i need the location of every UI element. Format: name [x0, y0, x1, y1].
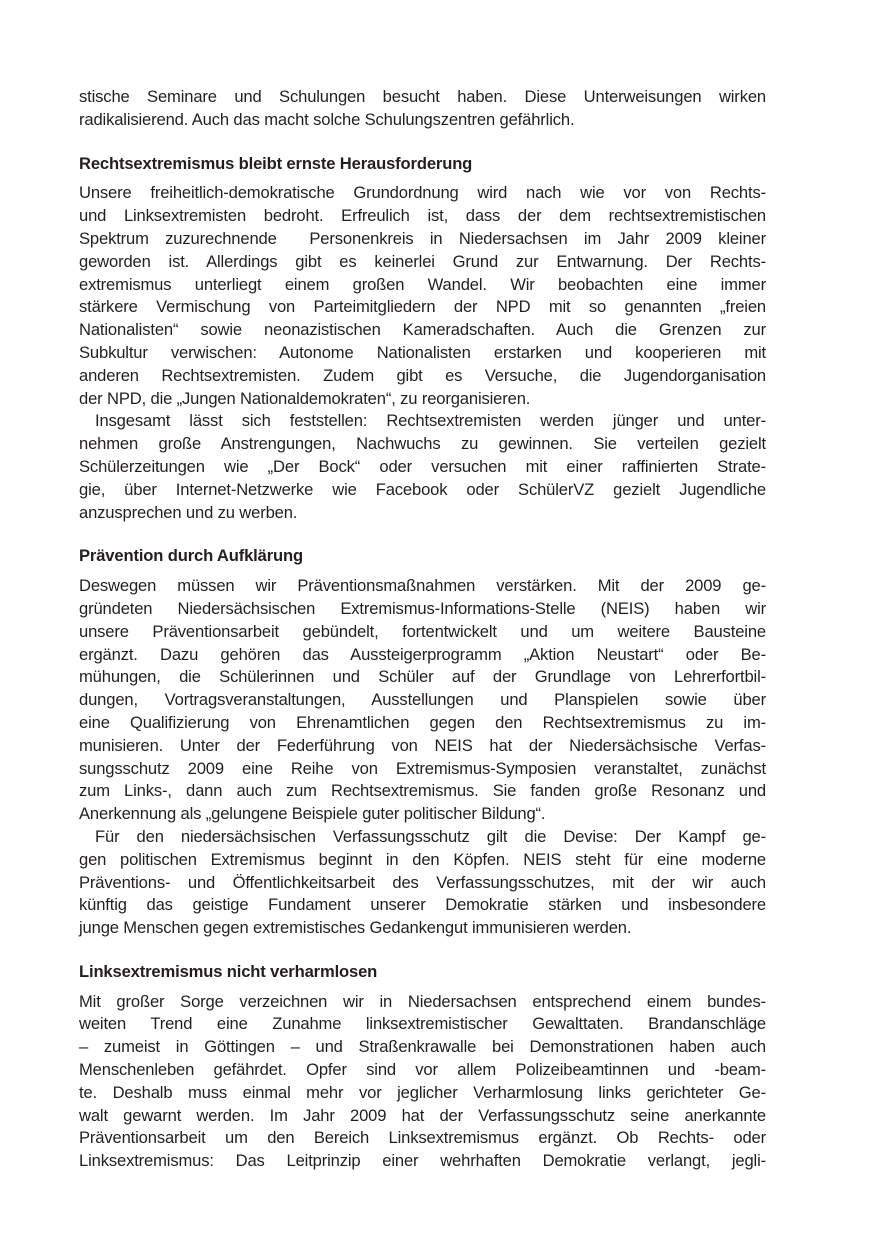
text-line: Nationalisten“ sowie neonazistischen Kameradschaften. Auch die Grenzen zur [79, 320, 766, 340]
text-line: Subkultur verwischen: Autonome Nationalisten erstarken und kooperieren mit [79, 342, 766, 362]
text-line: radikalisierend. Auch das macht solche Schulungszentren gefährlich. [79, 109, 575, 129]
document-page [79, 86, 766, 1173]
text-line: – zumeist in Göttingen – und Straßenkrawalle bei Demonstrationen haben auch [79, 1037, 766, 1057]
text-line: ergänzt. Dazu gehören das Aussteigerprogramm „Aktion Neustart“ oder Be- [79, 644, 766, 664]
text-line: stärkere Vermischung von Parteimitgliedern der NPD mit so genannten „freien [79, 297, 766, 317]
text-line: te. Deshalb muss einmal mehr vor jeglicher Verharmlosung links gerichteter Ge- [79, 1082, 766, 1102]
section-heading: Prävention durch Aufklärung [79, 546, 303, 566]
paragraph [79, 991, 766, 1173]
section-heading: Rechtsextremismus bleibt ernste Herausforderung [79, 153, 473, 173]
paragraph [79, 575, 766, 826]
text-line: dungen, Vortragsveranstaltungen, Ausstellungen und Planspielen sowie über [79, 690, 766, 710]
text-line: Unsere freiheitlich-demokratische Grundordnung wird nach wie vor von Rechts- [79, 183, 766, 203]
text-line: walt gewarnt werden. Im Jahr 2009 hat der Verfassungsschutz seine anerkannte [79, 1105, 766, 1125]
text-line: Für den niedersächsischen Verfassungsschutz gilt die Devise: Der Kampf ge- [95, 826, 766, 846]
text-line: sungsschutz 2009 eine Reihe von Extremismus-Symposien veranstaltet, zunächst [79, 758, 766, 778]
text-line: geworden ist. Allerdings gibt es keinerlei Grund zur Entwarnung. Der Rechts- [79, 251, 766, 271]
text-line: Präventions- und Öffentlichkeitsarbeit des Verfassungsschutzes, mit der wir auch [79, 872, 766, 892]
text-line: und Linksextremisten bedroht. Erfreulich ist, dass der dem rechtsextremistischen [79, 206, 766, 226]
text-line: künftig das geistige Fundament unserer Demokratie stärken und insbesondere [79, 895, 766, 915]
text-line: zum Links-, dann auch zum Rechtsextremismus. Sie fanden große Resonanz und [79, 781, 766, 801]
text-line: Mit großer Sorge verzeichnen wir in Niedersachsen entsprechend einem bundes- [79, 991, 766, 1011]
text-line: nehmen große Anstrengungen, Nachwuchs zu gewinnen. Sie verteilen gezielt [79, 434, 766, 454]
text-line: Spektrum zuzurechnende Personenkreis in Niedersachsen im Jahr 2009 kleiner [79, 228, 766, 248]
text-line: Insgesamt lässt sich feststellen: Rechtsextremisten werden jünger und unter- [95, 411, 766, 431]
text-line: eine Qualifizierung von Ehrenamtlichen gegen den Rechtsextremismus zu im- [79, 712, 766, 732]
text-line: anzusprechen und zu werben. [79, 502, 298, 522]
paragraph [79, 182, 766, 410]
section-rechtsextremismus [79, 153, 766, 525]
text-line: gen politischen Extremismus beginnt in den Köpfen. NEIS steht für eine moderne [79, 849, 766, 869]
text-line: stische Seminare und Schulungen besucht haben. Diese Unterweisungen wirken [79, 87, 766, 106]
text-line: Deswegen müssen wir Präventionsmaßnahmen verstärken. Mit der 2009 ge- [79, 576, 766, 596]
text-line: Linksextremismus: Das Leitprinzip einer wehrhaften Demokratie verlangt, jegli- [79, 1151, 766, 1171]
intro-paragraph [79, 86, 766, 132]
section-linksextremismus [79, 961, 766, 1173]
text-line: Schülerzeitungen wie „Der Bock“ oder versuchen mit einer raffinierten Strate- [79, 456, 766, 476]
text-line: anderen Rechtsextremisten. Zudem gibt es Versuche, die Jugendorganisation [79, 365, 766, 385]
text-line: weiten Trend eine Zunahme linksextremistischer Gewalttaten. Brandanschläge [79, 1014, 766, 1034]
text-line: munisieren. Unter der Federführung von NEIS hat der Niedersächsische Verfas- [79, 735, 766, 755]
text-line: unsere Präventionsarbeit gebündelt, fortentwickelt und um weitere Bausteine [79, 621, 766, 641]
paragraph [79, 826, 766, 940]
text-line: gie, über Internet-Netzwerke wie Facebook oder SchülerVZ gezielt Jugendliche [79, 479, 766, 499]
text-line: Präventionsarbeit um den Bereich Linksextremismus ergänzt. Ob Rechts- oder [79, 1128, 766, 1148]
text-line: junge Menschen gegen extremistisches Gedankengut immunisieren werden. [79, 918, 632, 938]
text-line: mühungen, die Schülerinnen und Schüler auf der Grundlage von Lehrerfortbil- [79, 667, 766, 687]
text-line: gründeten Niedersächsischen Extremismus-Informations-Stelle (NEIS) haben wir [79, 598, 766, 618]
text-line: Menschenleben gefährdet. Opfer sind vor allem Polizeibeamtinnen und -beam- [79, 1060, 766, 1080]
section-praevention [79, 545, 766, 940]
text-line: Anerkennung als „gelungene Beispiele guter politischer Bildung“. [79, 804, 546, 824]
text-line: der NPD, die „Jungen Nationaldemokraten“, zu reorganisieren. [79, 388, 531, 408]
text-line: extremismus unterliegt einem großen Wandel. Wir beobachten eine immer [79, 274, 766, 294]
section-heading: Linksextremismus nicht verharmlosen [79, 961, 378, 981]
paragraph [79, 410, 766, 524]
